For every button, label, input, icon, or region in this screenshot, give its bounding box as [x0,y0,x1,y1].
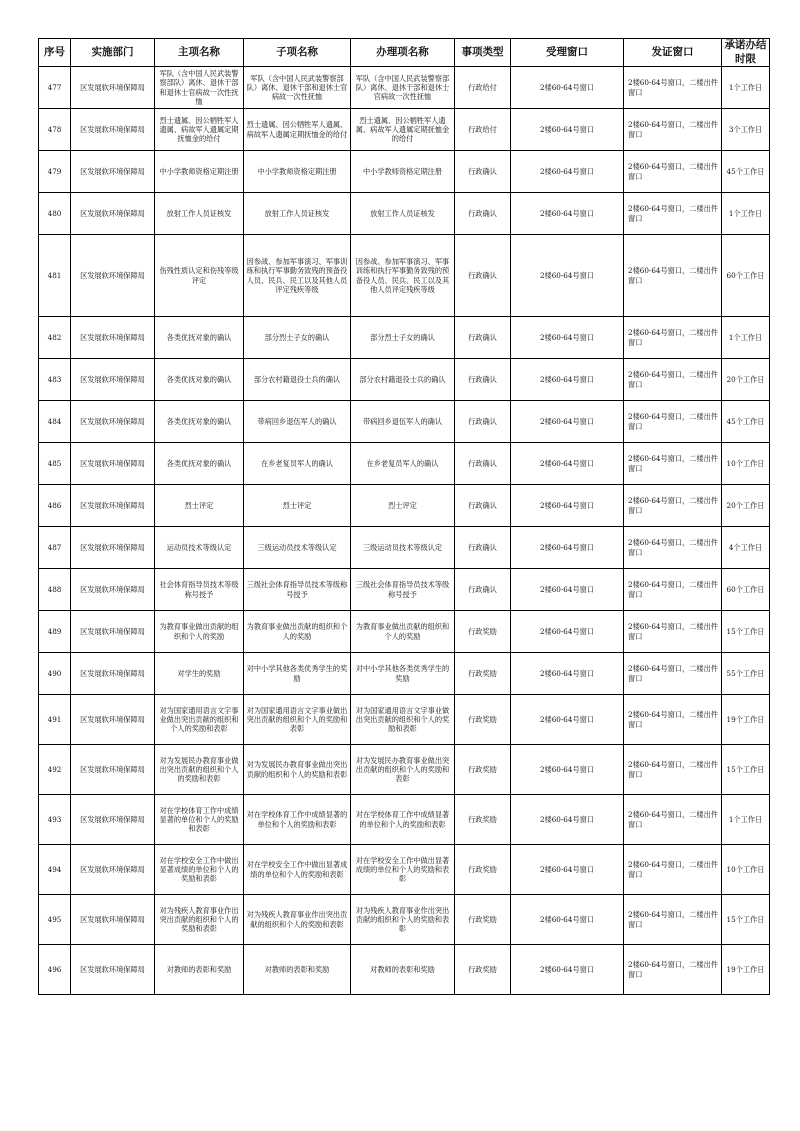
cell-accept-window: 2楼60-64号窗口 [511,945,624,995]
cell-no: 478 [39,109,71,151]
cell-sub-item: 放射工作人员证核发 [244,193,351,235]
cell-handle-item: 部分农村籍退役士兵的确认 [351,359,455,401]
cell-dept: 区发展软环境保障局 [71,527,155,569]
cell-sub-item: 带病回乡退伍军人的确认 [244,401,351,443]
cell-sub-item: 对在学校体育工作中成绩显著的单位和个人的奖励和表彰 [244,795,351,845]
cell-time-limit: 45个工作日 [722,151,770,193]
cell-cert-window: 2楼60-64号窗口，二楼出件窗口 [624,485,722,527]
cell-main-item: 对为国家通用语言文字事业做出突出贡献的组织和个人的奖励和表彰 [155,695,244,745]
cell-no: 488 [39,569,71,611]
cell-cert-window: 2楼60-64号窗口，二楼出件窗口 [624,945,722,995]
cell-sub-item: 部分烈士子女的确认 [244,317,351,359]
cell-dept: 区发展软环境保障局 [71,745,155,795]
cell-time-limit: 1个工作日 [722,317,770,359]
cell-cert-window: 2楼60-64号窗口，二楼出件窗口 [624,401,722,443]
cell-cert-window: 2楼60-64号窗口，二楼出件窗口 [624,235,722,317]
table-row [39,945,770,995]
header-cert-window: 发证窗口 [624,39,722,67]
cell-no: 486 [39,485,71,527]
table-row [39,527,770,569]
cell-main-item: 对在学校体育工作中成绩显著的单位和个人的奖励和表彰 [155,795,244,845]
cell-handle-item: 中小学教师资格定期注册 [351,151,455,193]
cell-dept: 区发展软环境保障局 [71,795,155,845]
cell-sub-item: 烈士遗属、因公牺牲军人遗属、病故军人遗属定期抚恤金的给付 [244,109,351,151]
cell-time-limit: 19个工作日 [722,945,770,995]
cell-no: 493 [39,795,71,845]
cell-handle-item: 对中小学其他各类优秀学生的奖励 [351,653,455,695]
cell-type: 行政确认 [455,527,511,569]
cell-type: 行政奖励 [455,653,511,695]
cell-dept: 区发展软环境保障局 [71,359,155,401]
cell-time-limit: 1个工作日 [722,67,770,109]
cell-dept: 区发展软环境保障局 [71,945,155,995]
cell-time-limit: 1个工作日 [722,193,770,235]
table-row [39,845,770,895]
cell-handle-item: 对教师的表彰和奖励 [351,945,455,995]
cell-accept-window: 2楼60-64号窗口 [511,745,624,795]
cell-type: 行政确认 [455,485,511,527]
cell-no: 490 [39,653,71,695]
cell-no: 480 [39,193,71,235]
cell-main-item: 为教育事业做出贡献的组织和个人的奖励 [155,611,244,653]
cell-main-item: 各类优抚对象的确认 [155,359,244,401]
cell-dept: 区发展软环境保障局 [71,67,155,109]
cell-accept-window: 2楼60-64号窗口 [511,845,624,895]
cell-type: 行政确认 [455,401,511,443]
cell-cert-window: 2楼60-64号窗口，二楼出件窗口 [624,151,722,193]
table-body [39,67,770,995]
cell-no: 495 [39,895,71,945]
table-row [39,151,770,193]
cell-sub-item: 对为发展民办教育事业做出突出贡献的组织和个人的奖励和表彰 [244,745,351,795]
cell-main-item: 对在学校安全工作中做出显著成绩的单位和个人的奖励和表彰 [155,845,244,895]
cell-type: 行政奖励 [455,845,511,895]
cell-sub-item: 部分农村籍退役士兵的确认 [244,359,351,401]
cell-type: 行政奖励 [455,611,511,653]
cell-sub-item: 对为国家通用语言文字事业做出突出贡献的组织和个人的奖励和表彰 [244,695,351,745]
table-row [39,569,770,611]
cell-time-limit: 4个工作日 [722,527,770,569]
cell-type: 行政奖励 [455,795,511,845]
cell-type: 行政奖励 [455,945,511,995]
cell-type: 行政奖励 [455,745,511,795]
cell-no: 481 [39,235,71,317]
header-no: 序号 [39,39,71,67]
cell-cert-window: 2楼60-64号窗口，二楼出件窗口 [624,569,722,611]
table-row [39,359,770,401]
cell-accept-window: 2楼60-64号窗口 [511,895,624,945]
cell-main-item: 对为残疾人教育事业作出突出贡献的组织和个人的奖励和表彰 [155,895,244,945]
header-row [39,39,770,67]
cell-handle-item: 对为发展民办教育事业做出突出贡献的组织和个人的奖励和表彰 [351,745,455,795]
cell-time-limit: 10个工作日 [722,845,770,895]
table-row [39,193,770,235]
cell-dept: 区发展软环境保障局 [71,235,155,317]
cell-handle-item: 在乡老复员军人的确认 [351,443,455,485]
cell-time-limit: 15个工作日 [722,745,770,795]
cell-type: 行政给付 [455,67,511,109]
cell-type: 行政确认 [455,443,511,485]
cell-main-item: 各类优抚对象的确认 [155,401,244,443]
cell-cert-window: 2楼60-64号窗口，二楼出件窗口 [624,317,722,359]
cell-accept-window: 2楼60-64号窗口 [511,401,624,443]
cell-time-limit: 10个工作日 [722,443,770,485]
table-row [39,611,770,653]
table-row [39,745,770,795]
header-type: 事项类型 [455,39,511,67]
cell-main-item: 社会体育指导员技术等级称号授予 [155,569,244,611]
cell-time-limit: 45个工作日 [722,401,770,443]
cell-no: 484 [39,401,71,443]
cell-no: 492 [39,745,71,795]
cell-cert-window: 2楼60-64号窗口，二楼出件窗口 [624,745,722,795]
cell-handle-item: 对在学校体育工作中成绩显著的单位和个人的奖励和表彰 [351,795,455,845]
cell-main-item: 中小学教师资格定期注册 [155,151,244,193]
table-row [39,895,770,945]
cell-time-limit: 60个工作日 [722,569,770,611]
cell-handle-item: 三级运动员技术等级认定 [351,527,455,569]
cell-handle-item: 对在学校安全工作中做出显著成绩的单位和个人的奖励和表彰 [351,845,455,895]
cell-accept-window: 2楼60-64号窗口 [511,611,624,653]
cell-main-item: 对教师的表彰和奖励 [155,945,244,995]
cell-no: 487 [39,527,71,569]
cell-accept-window: 2楼60-64号窗口 [511,527,624,569]
cell-accept-window: 2楼60-64号窗口 [511,193,624,235]
cell-type: 行政确认 [455,193,511,235]
cell-cert-window: 2楼60-64号窗口，二楼出件窗口 [624,67,722,109]
cell-accept-window: 2楼60-64号窗口 [511,359,624,401]
cell-time-limit: 60个工作日 [722,235,770,317]
cell-dept: 区发展软环境保障局 [71,895,155,945]
cell-time-limit: 55个工作日 [722,653,770,695]
cell-sub-item: 对在学校安全工作中做出显著成绩的单位和个人的奖励和表彰 [244,845,351,895]
cell-sub-item: 烈士评定 [244,485,351,527]
cell-accept-window: 2楼60-64号窗口 [511,695,624,745]
cell-handle-item: 烈士遗属、因公牺牲军人遗属、病故军人遗属定期抚恤金的给付 [351,109,455,151]
cell-time-limit: 20个工作日 [722,485,770,527]
cell-sub-item: 三级社会体育指导员技术等级称号授予 [244,569,351,611]
cell-handle-item: 军队（含中国人民武装警察部队）离休、退休干部和退休士官病故一次性抚恤 [351,67,455,109]
cell-dept: 区发展软环境保障局 [71,611,155,653]
cell-no: 489 [39,611,71,653]
table-row [39,67,770,109]
table-row [39,443,770,485]
cell-dept: 区发展软环境保障局 [71,845,155,895]
cell-accept-window: 2楼60-64号窗口 [511,795,624,845]
cell-accept-window: 2楼60-64号窗口 [511,317,624,359]
cell-accept-window: 2楼60-64号窗口 [511,235,624,317]
cell-handle-item: 为教育事业做出贡献的组织和个人的奖励 [351,611,455,653]
cell-no: 482 [39,317,71,359]
cell-sub-item: 对为残疾人教育事业作出突出贡献的组织和个人的奖励和表彰 [244,895,351,945]
cell-no: 485 [39,443,71,485]
cell-cert-window: 2楼60-64号窗口，二楼出件窗口 [624,359,722,401]
cell-sub-item: 对中小学其他各类优秀学生的奖励 [244,653,351,695]
cell-handle-item: 对为国家通用语言文字事业做出突出贡献的组织和个人的奖励和表彰 [351,695,455,745]
cell-dept: 区发展软环境保障局 [71,695,155,745]
table-row [39,235,770,317]
cell-dept: 区发展软环境保障局 [71,443,155,485]
cell-sub-item: 中小学教师资格定期注册 [244,151,351,193]
cell-sub-item: 三级运动员技术等级认定 [244,527,351,569]
cell-accept-window: 2楼60-64号窗口 [511,485,624,527]
cell-accept-window: 2楼60-64号窗口 [511,67,624,109]
cell-dept: 区发展软环境保障局 [71,401,155,443]
cell-main-item: 烈士评定 [155,485,244,527]
cell-main-item: 烈士遗属、因公牺牲军人遗属、病故军人遗属定期抚恤金的给付 [155,109,244,151]
table-row [39,795,770,845]
cell-time-limit: 15个工作日 [722,895,770,945]
cell-handle-item: 对为残疾人教育事业作出突出贡献的组织和个人的奖励和表彰 [351,895,455,945]
cell-time-limit: 1个工作日 [722,795,770,845]
cell-cert-window: 2楼60-64号窗口，二楼出件窗口 [624,845,722,895]
cell-main-item: 军队（含中国人民武装警察部队）离休、退休干部和退休士官病故一次性抚恤 [155,67,244,109]
cell-no: 477 [39,67,71,109]
cell-cert-window: 2楼60-64号窗口，二楼出件窗口 [624,443,722,485]
table-row [39,653,770,695]
header-dept: 实施部门 [71,39,155,67]
cell-cert-window: 2楼60-64号窗口，二楼出件窗口 [624,109,722,151]
cell-accept-window: 2楼60-64号窗口 [511,109,624,151]
cell-accept-window: 2楼60-64号窗口 [511,151,624,193]
cell-sub-item: 军队（含中国人民武装警察部队）离休、退休干部和退休士官病故一次性抚恤 [244,67,351,109]
cell-sub-item: 因参战、参加军事演习、军事训练和执行军事勤务致残的预备役人员、民兵、民工以及其他人员评定残疾等级 [244,235,351,317]
table-row [39,485,770,527]
cell-type: 行政确认 [455,151,511,193]
cell-sub-item: 在乡老复员军人的确认 [244,443,351,485]
cell-main-item: 对学生的奖励 [155,653,244,695]
cell-dept: 区发展软环境保障局 [71,485,155,527]
header-handle-item: 办理项名称 [351,39,455,67]
cell-type: 行政确认 [455,235,511,317]
cell-cert-window: 2楼60-64号窗口，二楼出件窗口 [624,795,722,845]
cell-handle-item: 三级社会体育指导员技术等级称号授予 [351,569,455,611]
cell-dept: 区发展软环境保障局 [71,569,155,611]
cell-type: 行政确认 [455,317,511,359]
cell-handle-item: 带病回乡退伍军人的确认 [351,401,455,443]
cell-type: 行政奖励 [455,895,511,945]
cell-handle-item: 放射工作人员证核发 [351,193,455,235]
cell-time-limit: 19个工作日 [722,695,770,745]
cell-type: 行政给付 [455,109,511,151]
cell-accept-window: 2楼60-64号窗口 [511,653,624,695]
header-time-limit: 承诺办结时限 [722,39,770,67]
cell-no: 496 [39,945,71,995]
cell-handle-item: 因参战、参加军事演习、军事训练和执行军事勤务致残的预备役人员、民兵、民工以及其他人员评定残疾等级 [351,235,455,317]
header-main-item: 主项名称 [155,39,244,67]
cell-no: 479 [39,151,71,193]
header-sub-item: 子项名称 [244,39,351,67]
cell-accept-window: 2楼60-64号窗口 [511,569,624,611]
cell-handle-item: 部分烈士子女的确认 [351,317,455,359]
table-row [39,109,770,151]
table-row [39,695,770,745]
cell-main-item: 各类优抚对象的确认 [155,443,244,485]
cell-time-limit: 15个工作日 [722,611,770,653]
cell-cert-window: 2楼60-64号窗口，二楼出件窗口 [624,611,722,653]
cell-cert-window: 2楼60-64号窗口，二楼出件窗口 [624,695,722,745]
cell-time-limit: 20个工作日 [722,359,770,401]
cell-dept: 区发展软环境保障局 [71,109,155,151]
cell-type: 行政确认 [455,359,511,401]
cell-handle-item: 烈士评定 [351,485,455,527]
cell-no: 494 [39,845,71,895]
cell-main-item: 伤残性质认定和伤残等级评定 [155,235,244,317]
cell-dept: 区发展软环境保障局 [71,151,155,193]
cell-dept: 区发展软环境保障局 [71,317,155,359]
cell-accept-window: 2楼60-64号窗口 [511,443,624,485]
table-row [39,317,770,359]
cell-cert-window: 2楼60-64号窗口，二楼出件窗口 [624,193,722,235]
cell-no: 483 [39,359,71,401]
cell-cert-window: 2楼60-64号窗口，二楼出件窗口 [624,653,722,695]
cell-sub-item: 为教育事业做出贡献的组织和个人的奖励 [244,611,351,653]
cell-type: 行政确认 [455,569,511,611]
cell-dept: 区发展软环境保障局 [71,193,155,235]
cell-dept: 区发展软环境保障局 [71,653,155,695]
cell-main-item: 运动员技术等级认定 [155,527,244,569]
header-accept-window: 受理窗口 [511,39,624,67]
cell-main-item: 对为发展民办教育事业做出突出贡献的组织和个人的奖励和表彰 [155,745,244,795]
table-row [39,401,770,443]
cell-main-item: 放射工作人员证核发 [155,193,244,235]
cell-no: 491 [39,695,71,745]
cell-cert-window: 2楼60-64号窗口，二楼出件窗口 [624,527,722,569]
cell-type: 行政奖励 [455,695,511,745]
cell-sub-item: 对教师的表彰和奖励 [244,945,351,995]
service-items-table [38,38,770,995]
cell-cert-window: 2楼60-64号窗口，二楼出件窗口 [624,895,722,945]
cell-time-limit: 3个工作日 [722,109,770,151]
cell-main-item: 各类优抚对象的确认 [155,317,244,359]
